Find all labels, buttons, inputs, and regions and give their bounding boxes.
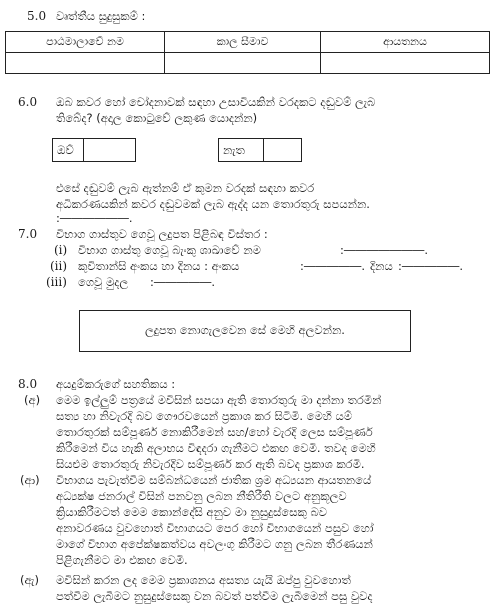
section-8-number: 8.0 xyxy=(18,377,38,391)
no-label: නැත xyxy=(223,143,245,157)
declaration-b-line: පිළිගැනීමට මා එකඟ වෙමි. xyxy=(56,553,188,567)
declaration-b-line: අනාවරණය වුවහොත් විභාගයට පෙර හෝ විභාගයෙන් පසුව හෝ xyxy=(56,521,374,535)
item-iii-marker: (iii) xyxy=(46,275,67,289)
table-header-row xyxy=(6,32,490,53)
declaration-c-line: මවිසින් කරන ලද මෙම ප්‍රකාශනය අසත්‍ය යැයි ඔප්පු වුවහොත් xyxy=(56,573,351,587)
section-7-title: විභාග ගාස්තුව ගෙවූ ලදුපත පිළිබඳ විස්තර : xyxy=(56,227,268,241)
item-ii-text: කුවිතාන්සි අංකය හා දිනය : අංකය xyxy=(78,259,240,273)
declaration-c-line: පත්වීම ලැබීමට නුසුදුස්සෙකු වන බවත් පත්වීම ලැබීමෙන් පසු වුවද xyxy=(56,589,373,603)
cell-institution-input[interactable] xyxy=(321,53,490,74)
declaration-b-line: අධ්‍යක්ෂ ජනරාල් විසින් පනවනු ලබන නීතිරීති වලට අනුකූලව xyxy=(56,489,347,503)
yes-checkbox[interactable] xyxy=(52,138,136,162)
section-6-question-line2: තිබේද? (අදාල කොටුවේ ලකුණ යොදන්න) xyxy=(56,111,258,125)
receipt-number-fill[interactable]: :―――――. xyxy=(300,259,366,273)
declaration-a-line: මෙම ඉල්ලුම් පත්‍රයේ මවිසින් සපයා ඇති තොරතුරු මා දන්නා තරමින් xyxy=(56,393,382,407)
section-6-followup-line1: එසේ දඬුවම් ලැබ ඇත්නම් ඒ කුමන වරදක් සඳහා කවර xyxy=(56,181,315,195)
declaration-b-line: විභාගය පැවැත්වීම සම්බන්ධයෙන් ජාතික ශ්‍රම අධ්‍යයන ආයතනයේ xyxy=(56,473,372,487)
qualifications-table xyxy=(5,31,490,74)
declaration-a-line: සත්‍ය හා නිවැරදි බව ගෞරවයෙන් ප්‍රකාශ කර සිටිමි. මෙහි යම් xyxy=(56,409,352,423)
no-checkbox[interactable] xyxy=(218,138,302,162)
table-row xyxy=(6,53,490,74)
section-6-number: 6.0 xyxy=(18,95,38,109)
yes-label: ඔව් xyxy=(57,143,74,157)
item-i-text: විභාග ගාස්තු ගෙවූ බැංකු ශාඛාවේ නම xyxy=(78,243,261,257)
bank-branch-fill[interactable]: :―――――――. xyxy=(340,243,429,257)
receipt-paste-label: ලදුපත නොගැලවෙන සේ මෙහි අලවන්න. xyxy=(145,323,345,337)
item-iii-text: ගෙවූ මුදල xyxy=(78,275,129,289)
declaration-b-line: ක්‍රියාකිරීමටත් මෙම කොන්දේසි අනුව මා නුසුදුස්සෙකු බව xyxy=(56,505,327,519)
no-divider xyxy=(263,139,264,161)
date-label: දිනය xyxy=(370,259,393,273)
declaration-b-marker: (ආ) xyxy=(20,473,40,487)
section-6-question-line1: ඔබ කවර හෝ චෝදනාවක් සඳහා උසාවියකින් වරදකට දඬුවම් ලැබ xyxy=(56,95,376,109)
cell-course-name-input[interactable] xyxy=(6,53,165,74)
item-ii-marker: (ii) xyxy=(50,259,68,273)
receipt-date-fill[interactable]: :―――――. xyxy=(398,259,464,273)
section-5-number: 5.0 xyxy=(27,9,47,23)
declaration-b-line: මාගේ විභාග අපේක්ෂකත්වය අවලංගු කිරීමට ගනු ලබන තීරණයන් xyxy=(56,537,373,551)
declaration-a-line: තොරතුරක් සම්පූර්ණ නොකිරීමෙන් සහ/හෝ වැරදි ලෙස සම්පූර්ණ xyxy=(56,425,373,439)
declaration-a-marker: (අ) xyxy=(24,393,41,407)
declaration-c-marker: (ඇ) xyxy=(20,573,39,587)
section-7-number: 7.0 xyxy=(18,227,38,241)
declaration-a-line: කිරීමෙන් විය හැකි අලාභය විඳදරා ගැනීමට එකඟ වෙමි. තවද මෙහි xyxy=(56,441,376,455)
yes-divider xyxy=(83,139,84,161)
section-6-followup-fill[interactable]: :――――――. xyxy=(56,211,133,225)
header-institution: ආයතනය xyxy=(321,32,490,53)
item-i-marker: (i) xyxy=(54,243,68,257)
header-duration: කාල සීමාව xyxy=(165,32,321,53)
header-course-name: පාඨමාලාවේ නම xyxy=(6,32,165,53)
section-6-followup-line2: අධිකරණයකින් කවර දඬුවමක් ලැබ ඇද්ද යන තොරතුරු සපයන්න. xyxy=(56,197,370,211)
cell-duration-input[interactable] xyxy=(165,53,321,74)
declaration-a-line: සියළුම තොරතුරු නිවැරදිව සම්පූර්ණ කර ඇති බවද ප්‍රකාශ කරමි. xyxy=(56,457,365,471)
section-5-title: වෘත්තීය සුදුසුකම් : xyxy=(56,9,146,23)
amount-paid-fill[interactable]: :―――――. xyxy=(150,275,216,289)
section-8-title: අයදුම්කරුගේ සහතිකය : xyxy=(56,377,176,391)
receipt-paste-box[interactable] xyxy=(79,310,411,352)
